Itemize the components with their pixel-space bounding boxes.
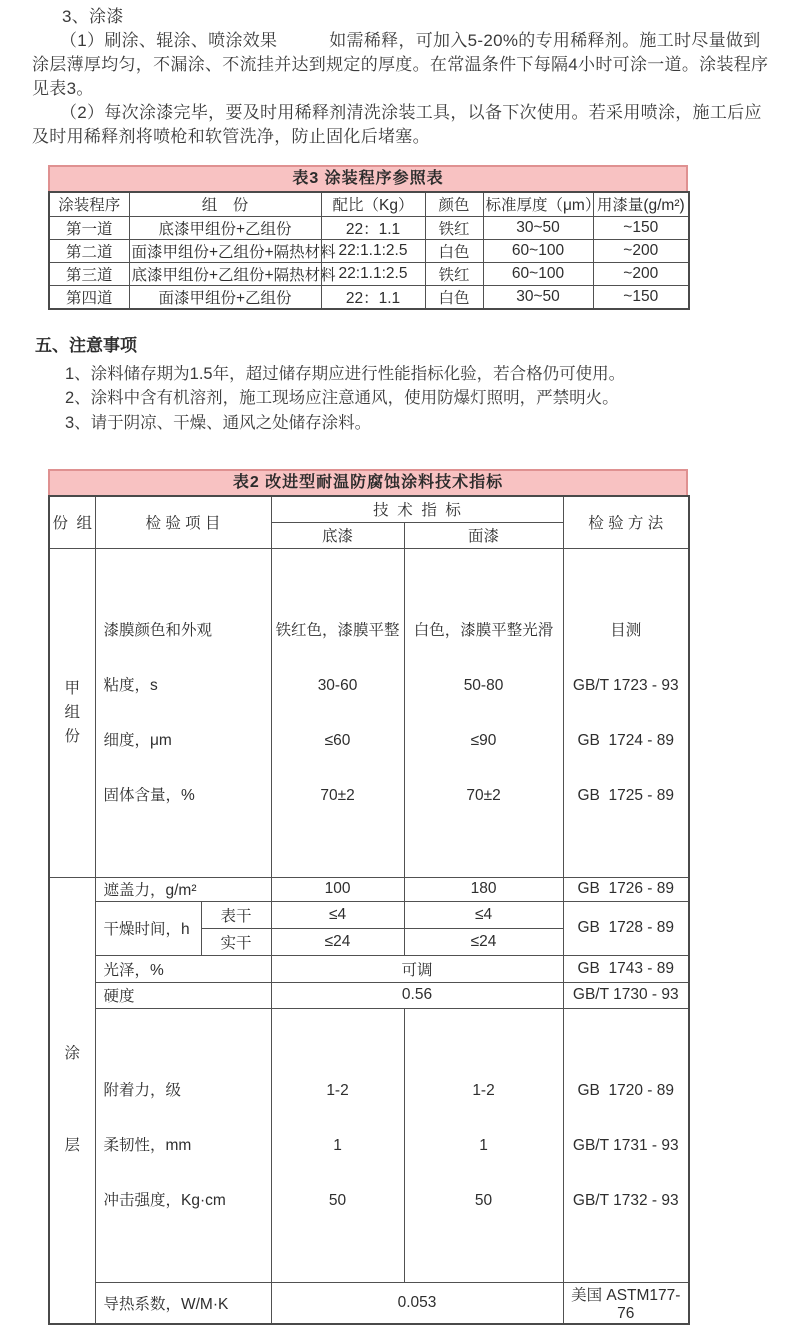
- t3-header-procedure: 涂装程序: [49, 192, 129, 216]
- table-row-mechanical: [49, 1008, 689, 1282]
- t3-cell: ~200: [593, 239, 689, 262]
- t2-primer-cell: [271, 548, 404, 877]
- method-line: GB 1725 - 89: [577, 786, 675, 804]
- notes-heading: 五、注意事项: [35, 335, 137, 355]
- t2-item-cell: [95, 548, 271, 877]
- t2-method-cell: GB 1726 - 89: [563, 877, 689, 901]
- t3-header-usage: 用漆量(g/m²): [593, 192, 689, 216]
- text-line: （1）刷涂、辊涂、喷涂效果 如需稀释，可加入5-20%的专用稀释剂。施工时尽量做到: [60, 31, 761, 50]
- t2-header-topcoat: 面漆: [404, 522, 563, 548]
- t2-primer-cell: 100: [271, 877, 404, 901]
- t3-cell: ~200: [593, 262, 689, 285]
- item-line: 粘度，s: [103, 676, 158, 694]
- t2-value-cell: 0.56: [271, 982, 563, 1008]
- section-heading: 3、涂漆: [62, 7, 124, 26]
- t2-method-cell: 美国 ASTM177-76: [563, 1282, 689, 1324]
- table-row-drying-surface: [49, 901, 689, 928]
- t3-cell: 22:1.1:2.5: [321, 239, 425, 262]
- table-row: [49, 262, 689, 285]
- t2-topcoat-cell: 180: [404, 877, 563, 901]
- t3-cell: 30~50: [483, 285, 593, 309]
- method-line: GB/T 1732 - 93: [572, 1191, 679, 1209]
- item-line: 固体含量，%: [103, 786, 195, 804]
- t3-cell: 第二道: [49, 239, 129, 262]
- t3-header-component: 组 份: [129, 192, 321, 216]
- t2-item-cell: [95, 1008, 271, 1282]
- value-line: ≤60: [324, 731, 351, 749]
- value-line: 1-2: [326, 1081, 349, 1099]
- t2-header-tech: 技 术 指 标: [271, 496, 563, 522]
- t2-method-cell: [563, 548, 689, 877]
- table3: [48, 191, 690, 310]
- t2-primer-cell: ≤4: [271, 901, 404, 928]
- table-row: [49, 216, 689, 239]
- table-row-gloss: [49, 955, 689, 982]
- t3-header-color: 颜色: [425, 192, 483, 216]
- value-line: 1-2: [472, 1081, 495, 1099]
- t2-item-cell: 干燥时间，h: [95, 901, 201, 955]
- group-label-componentA: 甲 组 份: [49, 548, 95, 877]
- notes-section: [0, 334, 796, 436]
- method-line: 目测: [610, 621, 642, 639]
- t3-cell: 铁红: [425, 216, 483, 239]
- t3-cell: 面漆甲组份+乙组份+隔热材料: [129, 239, 321, 262]
- table-row-thermal: [49, 1282, 689, 1324]
- t2-header-method: 检 验 方 法: [563, 496, 689, 548]
- item-line: 柔韧性，mm: [103, 1136, 192, 1154]
- value-line: 50: [474, 1191, 493, 1209]
- t2-method-cell: GB/T 1730 - 93: [563, 982, 689, 1008]
- paragraph-2: [0, 101, 796, 149]
- t2-value-cell: 可调: [271, 955, 563, 982]
- t3-header-thickness: 标准厚度（μm）: [483, 192, 593, 216]
- table-row-hiding-power: [49, 877, 689, 901]
- table-row-hardness: [49, 982, 689, 1008]
- t2-topcoat-cell: [404, 548, 563, 877]
- t2-item-cell: 导热系数，W/M·K: [95, 1282, 271, 1324]
- value-line: 1: [479, 1136, 488, 1154]
- value-line: 50-80: [463, 676, 504, 694]
- group-label-coating: 涂 层: [49, 877, 95, 1324]
- method-line: GB 1724 - 89: [577, 731, 675, 749]
- t3-cell: 30~50: [483, 216, 593, 239]
- t3-cell: 22：1.1: [321, 216, 425, 239]
- t3-cell: ~150: [593, 216, 689, 239]
- t2-topcoat-cell: [404, 1008, 563, 1282]
- text-line: 见表3。: [32, 79, 94, 98]
- t3-cell: 底漆甲组份+乙组份+隔热材料: [129, 262, 321, 285]
- t3-cell: 第三道: [49, 262, 129, 285]
- value-line: 白色，漆膜平整光滑: [413, 621, 554, 639]
- table2-title: 表2 改进型耐温防腐蚀涂料技术指标: [48, 469, 688, 495]
- value-line: ≤90: [470, 731, 497, 749]
- value-line: 1: [333, 1136, 342, 1154]
- t2-subitem-cell: 实干: [201, 928, 271, 955]
- t2-method-cell: GB 1743 - 89: [563, 955, 689, 982]
- value-line: 30-60: [317, 676, 358, 694]
- t3-cell: 60~100: [483, 262, 593, 285]
- table2-header-row-1: [49, 496, 689, 522]
- t3-cell: 面漆甲组份+乙组份: [129, 285, 321, 309]
- t2-primer-cell: [271, 1008, 404, 1282]
- t3-cell: 第一道: [49, 216, 129, 239]
- table3-title: 表3 涂装程序参照表: [48, 165, 688, 191]
- note-item: 3、请于阴凉、干燥、通风之处储存涂料。: [65, 413, 372, 432]
- t2-value-cell: 0.053: [271, 1282, 563, 1324]
- t2-method-cell: [563, 1008, 689, 1282]
- t3-header-ratio: 配比（Kg）: [321, 192, 425, 216]
- intro-section: [0, 0, 796, 149]
- t2-header-primer: 底漆: [271, 522, 404, 548]
- item-line: 细度，μm: [103, 731, 172, 749]
- table3-section: [48, 165, 688, 310]
- t2-topcoat-cell: ≤24: [404, 928, 563, 955]
- item-line: 冲击强度，Kg·cm: [103, 1191, 226, 1209]
- t3-cell: 22:1.1:2.5: [321, 262, 425, 285]
- value-line: 铁红色，漆膜平整: [275, 621, 400, 639]
- method-line: GB/T 1723 - 93: [572, 676, 679, 694]
- t3-cell: 白色: [425, 285, 483, 309]
- t3-cell: ~150: [593, 285, 689, 309]
- table-row: [49, 239, 689, 262]
- t2-method-cell: GB 1728 - 89: [563, 901, 689, 955]
- t3-cell: 底漆甲组份+乙组份: [129, 216, 321, 239]
- notes-list: [0, 362, 796, 436]
- t2-item-cell: 光泽，%: [95, 955, 271, 982]
- t3-cell: 白色: [425, 239, 483, 262]
- text-line: 涂层薄厚均匀，不漏涂、不流挂并达到规定的厚度。在常温条件下每隔4小时可涂一道。涂装程序: [32, 55, 769, 74]
- value-line: 50: [328, 1191, 347, 1209]
- t3-cell: 22：1.1: [321, 285, 425, 309]
- text-line: （2）每次涂漆完毕，要及时用稀释剂清洗涂装工具，以备下次使用。若采用喷涂，施工后应: [60, 103, 762, 122]
- value-line: 70±2: [320, 786, 355, 804]
- value-line: 70±2: [466, 786, 501, 804]
- t2-header-group: 份 组: [49, 496, 95, 548]
- t2-primer-cell: ≤24: [271, 928, 404, 955]
- note-item: 1、涂料储存期为1.5年，超过储存期应进行性能指标化验，若合格仍可使用。: [65, 364, 626, 383]
- t3-cell: 第四道: [49, 285, 129, 309]
- note-item: 2、涂料中含有机溶剂，施工现场应注意通风，使用防爆灯照明，严禁明火。: [65, 389, 619, 407]
- t2-topcoat-cell: ≤4: [404, 901, 563, 928]
- table2-section: [48, 469, 688, 1325]
- item-line: 附着力，级: [103, 1081, 182, 1099]
- table3-header-row: [49, 192, 689, 216]
- t2-header-item: 检 验 项 目: [95, 496, 271, 548]
- method-line: GB/T 1731 - 93: [572, 1136, 679, 1154]
- t2-item-cell: 硬度: [95, 982, 271, 1008]
- text-line: 及时用稀释剂将喷枪和软管洗净，防止固化后堵塞。: [32, 127, 430, 146]
- t2-subitem-cell: 表干: [201, 901, 271, 928]
- method-line: GB 1720 - 89: [577, 1081, 675, 1099]
- paragraph-1: [0, 29, 796, 101]
- item-line: 漆膜颜色和外观: [103, 621, 213, 639]
- t2-item-cell: 遮盖力，g/m²: [95, 877, 271, 901]
- table2: [48, 495, 690, 1325]
- table-row-componentA: [49, 548, 689, 877]
- t3-cell: 铁红: [425, 262, 483, 285]
- t3-cell: 60~100: [483, 239, 593, 262]
- table-row: [49, 285, 689, 309]
